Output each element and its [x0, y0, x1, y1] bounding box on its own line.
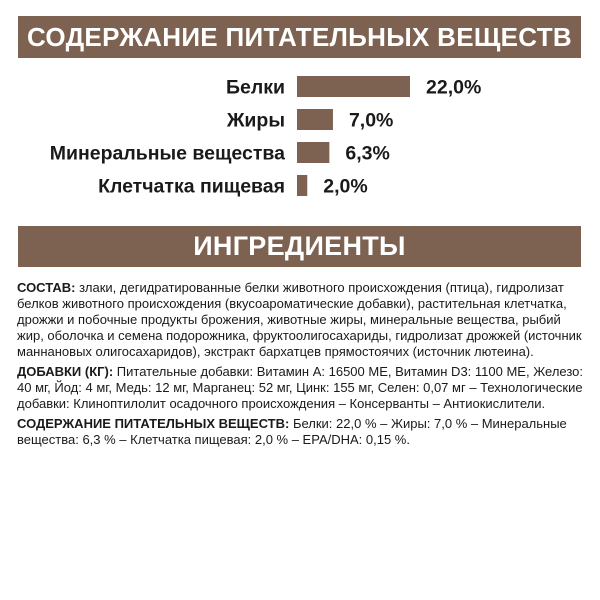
ingredients-banner — [18, 226, 581, 267]
category-label: Белки — [226, 76, 285, 99]
additives-label: ДОБАВКИ (КГ): — [17, 364, 114, 379]
nutrients-paragraph — [17, 416, 587, 448]
nutrients-bar-chart — [0, 64, 600, 214]
value-label: 22,0% — [426, 76, 482, 99]
composition-paragraph — [17, 280, 587, 360]
ingredients-title: ИНГРЕДИЕНТЫ — [193, 231, 406, 261]
value-label: 6,3% — [345, 142, 390, 165]
additives-paragraph — [17, 364, 587, 412]
category-label: Жиры — [226, 109, 285, 132]
composition-label: СОСТАВ: — [17, 280, 76, 295]
ingredients-text — [17, 280, 587, 452]
nutrients-title: СОДЕРЖАНИЕ ПИТАТЕЛЬНЫХ ВЕЩЕСТВ — [27, 21, 572, 52]
category-label: Минеральные вещества — [49, 142, 285, 165]
additives-text: Питательные добавки: Витамин А: 16500 МЕ, Витамин D3: 1100 МЕ, Железо: 40 мг, Йод: 4 мг, Медь: 12 мг, Марганец: 52 мг, Цинк: 155 мг, Селен: 0,07 мг – Технологические добавки: Клиноптилолит осадочного происхождения – Консерванты – Антиокислители. — [17, 364, 584, 411]
category-label: Клетчатка пищевая — [98, 175, 285, 198]
bar — [297, 109, 333, 130]
bar — [297, 142, 329, 163]
value-label: 7,0% — [348, 109, 394, 132]
nutrients-text: Белки: 22,0 % – Жиры: 7,0 % – Минеральные вещества: 6,3 % – Клетчатка пищевая: 2,0 % – EPA/DHA: 0,15 %. — [17, 416, 567, 447]
composition-text: злаки, дегидратированные белки животного происхождения (птица), гидролизат белков животного происхождения (вкусоароматические добавки), растительная клетчатка, дрожжи и побочные продукты брожения, животные жиры, минеральные вещества, рыбий жир, оболочка и семена подорожника, фруктоолигосахариды, гидролизат дрожжей (источник маннановых олигосахаридов), экстракт бархатцев прямостоячих (источник лютеина). — [17, 280, 582, 359]
value-label: 2,0% — [323, 175, 368, 198]
nutrients-label: СОДЕРЖАНИЕ ПИТАТЕЛЬНЫХ ВЕЩЕСТВ: — [17, 416, 290, 431]
nutrients-banner — [18, 16, 581, 58]
bar — [297, 175, 307, 196]
bar — [297, 76, 410, 97]
